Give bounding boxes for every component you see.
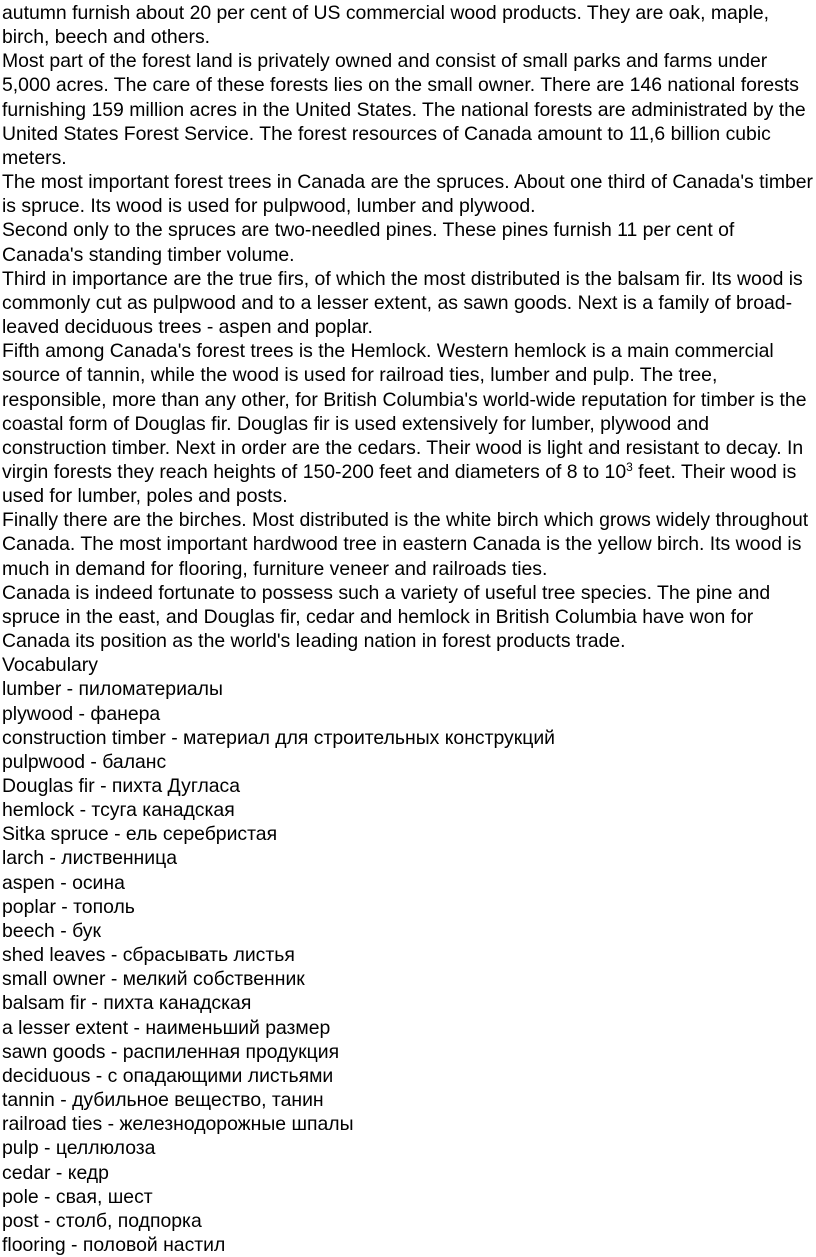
paragraph-conclusion: Canada is indeed fortunate to possess such a variety of useful tree species. The pine and spruce in the east, and Douglas fir, cedar and hemlock in British Columbia have won for Canada its position as the world's leading nation in forest products trade. [2,581,771,653]
superscript-exponent: 3 [626,459,633,474]
vocabulary-item: poplar - тополь [2,895,135,918]
vocabulary-item: cedar - кедр [2,1161,109,1184]
vocabulary-item: Douglas fir - пихта Дугласа [2,775,241,797]
paragraph-firs: Third in importance are the true firs, of which the most distributed is the balsam fir. Its wood is commonly cut as pulpwood and to a lesser extent, as sawn goods. Next is a family of broad-leaved deciduous trees - aspen and poplar. [2,267,803,339]
paragraph-text-after-superscript: feet. Their wood is used for lumber, poles and posts. [2,460,797,508]
paragraph-pines: Second only to the spruces are two-needled pines. These pines furnish 11 per cent of Canada's standing timber volume. [2,219,735,266]
vocabulary-item: pulp - целлюлоза [2,1137,156,1160]
vocabulary-item: flooring - половой настил [2,1233,226,1256]
vocabulary-item: a lesser extent - наименьший размер [2,1016,331,1039]
paragraph-hemlock-douglas-cedar [2,339,814,508]
vocabulary-list [2,677,814,1257]
document-body [2,1,814,1257]
vocabulary-heading: Vocabulary [2,654,98,677]
vocabulary-item: sawn goods - распиленная продукция [2,1040,340,1063]
vocabulary-item: post - столб, подпорка [2,1209,202,1232]
vocabulary-item: pole - свая, шест [2,1185,153,1208]
vocabulary-item: larch - лиственница [2,847,177,870]
vocabulary-item: Sitka spruce - ель серебристая [2,823,278,846]
vocabulary-item: lumber - пиломатериалы [2,678,223,701]
paragraph-forest-ownership: Most part of the forest land is privately owned and consist of small parks and farms under 5,000 acres. The care of these forests lies on the small owner. There are 146 national forests furnishing 159 million acres in the United States. The national forests are administrated by the United States Forest Service. The forest resources of Canada amount to 11,6 billion cubic meters. [2,50,806,169]
paragraph-hardwoods: autumn furnish about 20 per cent of US commercial wood products. They are oak, maple, birch, beech and others. [2,2,770,49]
vocabulary-item: beech - бук [2,919,101,942]
vocabulary-item: plywood - фанера [2,702,161,725]
paragraph-birches: Finally there are the birches. Most distributed is the white birch which grows widely throughout Canada. The most important hardwood tree in eastern Canada is the yellow birch. Its wood is much in demand for flooring, furniture veneer and railroads ties. [2,509,809,580]
vocabulary-item: deciduous - с опадающими листьями [2,1064,334,1087]
vocabulary-item: construction timber - материал для строительных конструкций [2,726,556,749]
vocabulary-item: hemlock - тсуга канадская [2,799,235,822]
vocabulary-item: pulpwood - баланс [2,750,167,773]
vocabulary-item: railroad ties - железнодорожные шпалы [2,1113,354,1136]
vocabulary-item: shed leaves - сбрасывать листья [2,944,295,967]
paragraph-text-before-superscript: Fifth among Canada's forest trees is the Hemlock. Western hemlock is a main commercial source of tannin, while the wood is used for railroad ties, lumber and pulp. The tree, responsible, more than any other, for British Columbia's world-wide reputation for timber is the coastal form of Douglas fir. Douglas fir is used extensively for lumber, plywood and construction timber. Next in order are the cedars. Their wood is light and resistant to decay. In virgin forests they reach heights of 150-200 feet and diameters of 8 to 10 [2,340,807,483]
vocabulary-item: small owner - мелкий собственник [2,968,305,991]
vocabulary-item: balsam fir - пихта канадская [2,992,252,1015]
vocabulary-item: tannin - дубильное вещество, танин [2,1089,324,1112]
paragraph-spruces: The most important forest trees in Canada are the spruces. About one third of Canada's timber is spruce. Its wood is used for pulpwood, lumber and plywood. [2,171,813,218]
vocabulary-item: aspen - осина [2,871,125,894]
